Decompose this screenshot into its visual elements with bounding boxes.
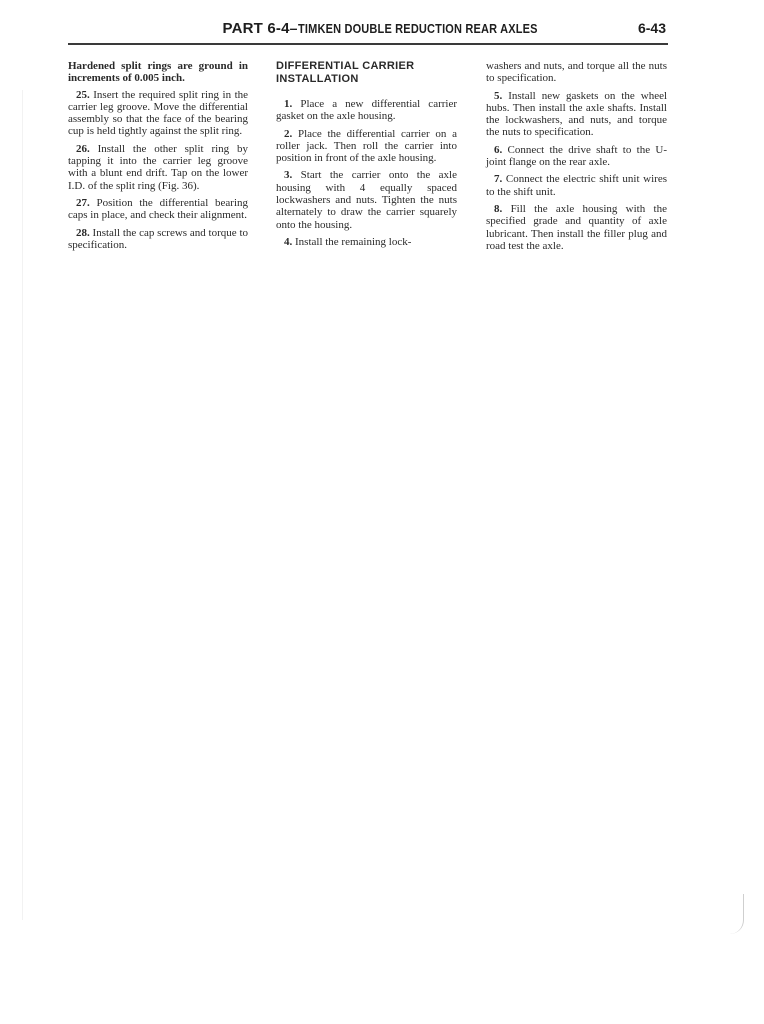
- step-text: Connect the drive shaft to the U-joint flange on the rear axle.: [486, 143, 667, 169]
- step-number: 27.: [76, 196, 90, 209]
- step-7: [486, 173, 667, 198]
- step-number: 3.: [284, 169, 293, 182]
- step-number: 26.: [76, 142, 90, 155]
- step-text: Start the carrier onto the axle housing with 4 equally spaced lockwashers and nuts. Tighten the nuts alternately to draw the carrier squarely onto the housing.: [276, 169, 457, 231]
- step-4: [276, 236, 457, 248]
- header-dash: –: [289, 20, 298, 36]
- step-number: 6.: [494, 143, 503, 156]
- header-rule: [68, 43, 668, 45]
- step-text: Position the differential bearing caps in place, and check their alignment.: [68, 196, 249, 222]
- step-5: [486, 90, 667, 139]
- step-text: Place a new differential carrier gasket on the axle housing.: [276, 98, 457, 123]
- step-number: 5.: [494, 89, 503, 102]
- step-number: 25.: [76, 88, 90, 101]
- step-8: [486, 203, 667, 252]
- text-column-1: [68, 60, 248, 256]
- header-subtitle: TIMKEN DOUBLE REDUCTION REAR AXLES: [297, 22, 538, 36]
- step-text: Fill the axle housing with the specified grade and quantity of axle lubricant. Then install the filler plug and road test the axle.: [486, 202, 667, 252]
- step-2: [276, 128, 457, 165]
- step-27: [68, 197, 248, 222]
- step-number: 8.: [494, 202, 503, 215]
- text-column-3: [486, 60, 667, 257]
- note-paragraph: Hardened split rings are ground in increments of 0.005 inch.: [68, 60, 248, 85]
- header-part: PART 6-4: [222, 20, 290, 37]
- page-number: 6-43: [637, 20, 666, 36]
- section-heading: [276, 60, 457, 86]
- step-text: Install new gaskets on the wheel hubs. Then install the axle shafts. Install the lockwashers, and nuts, and torque the nuts to specification.: [486, 89, 668, 139]
- step-text: Install the other split ring by tapping it into the carrier leg groove with a blunt end drift. Tap on the lower I.D. of the split ring (Fig. 36).: [68, 142, 249, 192]
- step-25: [68, 89, 248, 138]
- step-text: Install the cap screws and torque to specification.: [68, 226, 248, 251]
- step-text: Insert the required split ring in the carrier leg groove. Move the differential assembly so that the face of the bearing cup is held tightly against the split ring.: [68, 88, 249, 138]
- step-text: Connect the electric shift unit wires to the shift unit.: [486, 173, 668, 198]
- step-1: [276, 98, 457, 123]
- step-6: [486, 144, 667, 169]
- step-number: 1.: [284, 98, 293, 110]
- page-header: [68, 20, 668, 42]
- step-number: 4.: [284, 235, 293, 248]
- section-heading-line-1: DIFFERENTIAL CARRIER: [276, 60, 415, 72]
- step-number: 7.: [494, 173, 503, 186]
- continuation-paragraph: washers and nuts, and torque all the nuts to specification.: [486, 60, 667, 85]
- step-26: [68, 143, 248, 192]
- header-title: [223, 20, 571, 37]
- page-curl-mark: [729, 894, 744, 934]
- step-text: Place the differential carrier on a roller jack. Then roll the carrier into position in front of the axle housing.: [276, 127, 458, 165]
- text-column-2: [276, 60, 457, 253]
- step-28: [68, 227, 248, 252]
- step-3: [276, 169, 457, 230]
- step-number: 2.: [284, 127, 293, 140]
- section-heading-line-2: INSTALLATION: [276, 73, 359, 85]
- step-number: 28.: [76, 226, 90, 239]
- page-edge-shadow: [22, 90, 23, 920]
- step-text: Install the remaining lock-: [295, 235, 412, 248]
